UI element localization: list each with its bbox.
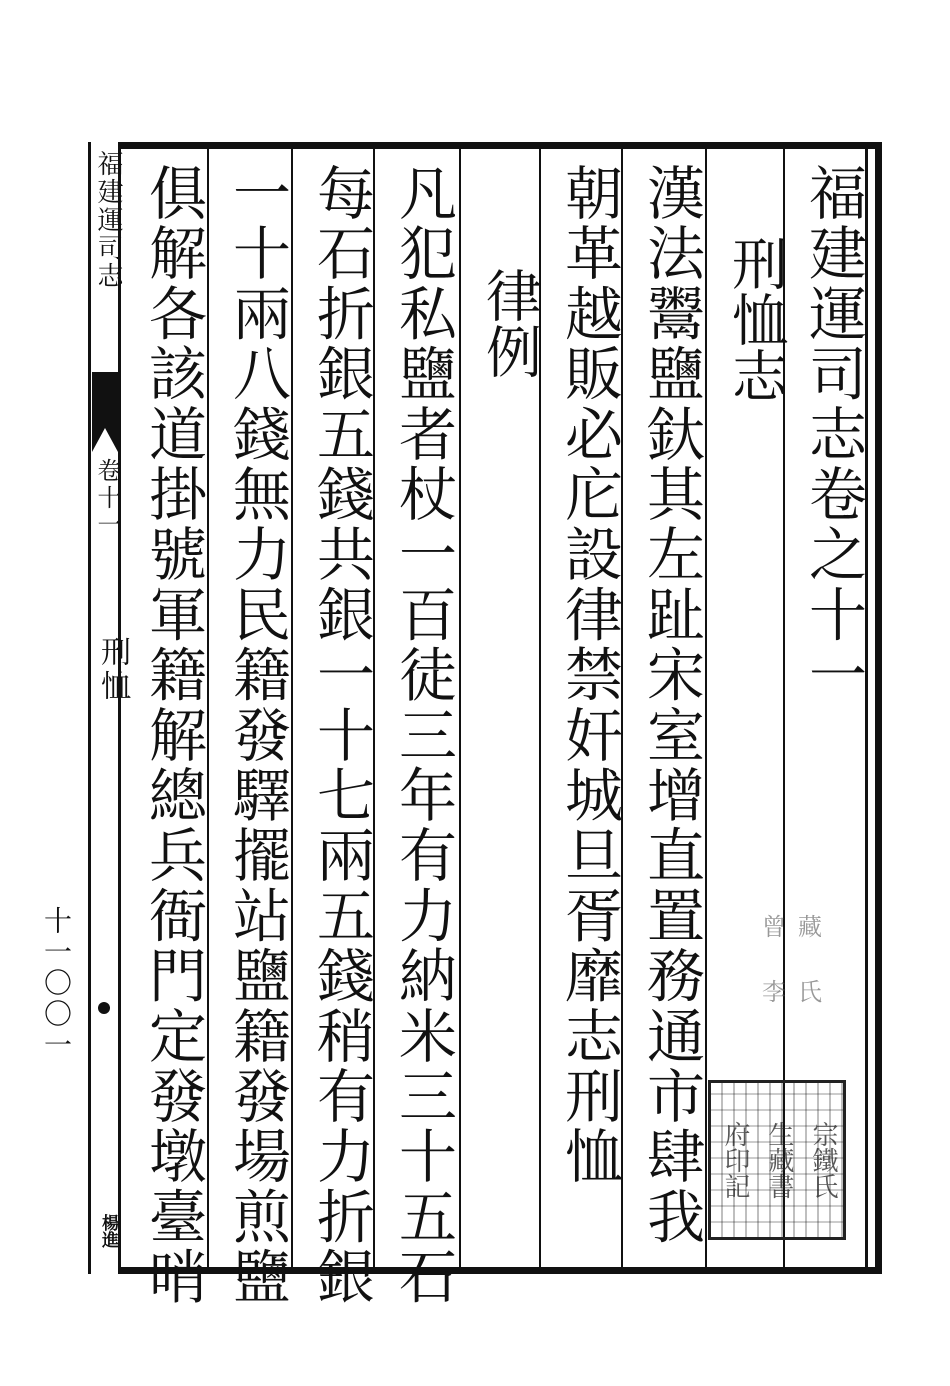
gutter-section: 刑恤 [95, 636, 130, 704]
seal-glyph: 生藏書 [764, 1121, 794, 1199]
seal-glyph: 藏 [798, 913, 822, 941]
text-column-4: 每石折銀五錢共銀一十七兩五錢稍有力折銀 [307, 163, 375, 1307]
gutter-volume: 卷十一 [93, 458, 121, 539]
section-heading: 律例 [477, 267, 542, 379]
seal-glyph: 氏 [798, 978, 822, 1006]
text-column-1: 漢法鬻鹽釱其左趾宋室增直置務通市肆我 [637, 163, 705, 1247]
seal-glyph: 宗鐵氏 [808, 1121, 838, 1199]
gutter-dot-mark [98, 1002, 110, 1014]
gutter [88, 142, 118, 1274]
text-column-2: 朝革越販必庀設律禁奸城旦胥靡志刑恤 [555, 163, 623, 1187]
text-column-3: 凡犯私鹽者杖一百徒三年有力納米三十五石 [389, 163, 457, 1307]
seal-glyph: 府印記 [720, 1121, 750, 1199]
collector-seal-large [708, 1080, 846, 1240]
text-column-6: 俱解各該道掛號軍籍解總兵衙門定發墩臺哨 [139, 163, 207, 1307]
carver-name: 楊進 [98, 1214, 118, 1248]
gutter-book-title: 福建運司志 [93, 150, 123, 290]
seal-glyph: 曾 [762, 913, 786, 941]
page-number: 十一〇〇一 [40, 906, 73, 1061]
chapter-title: 刑恤志 [723, 235, 788, 403]
volume-title: 福建運司志卷之十一 [799, 163, 867, 705]
text-column-5: 一十兩八錢無力民籍發驛擺站鹽籍發場煎鹽 [223, 163, 291, 1307]
collector-seal-small [756, 892, 828, 1022]
seal-glyph: 李 [762, 978, 786, 1006]
